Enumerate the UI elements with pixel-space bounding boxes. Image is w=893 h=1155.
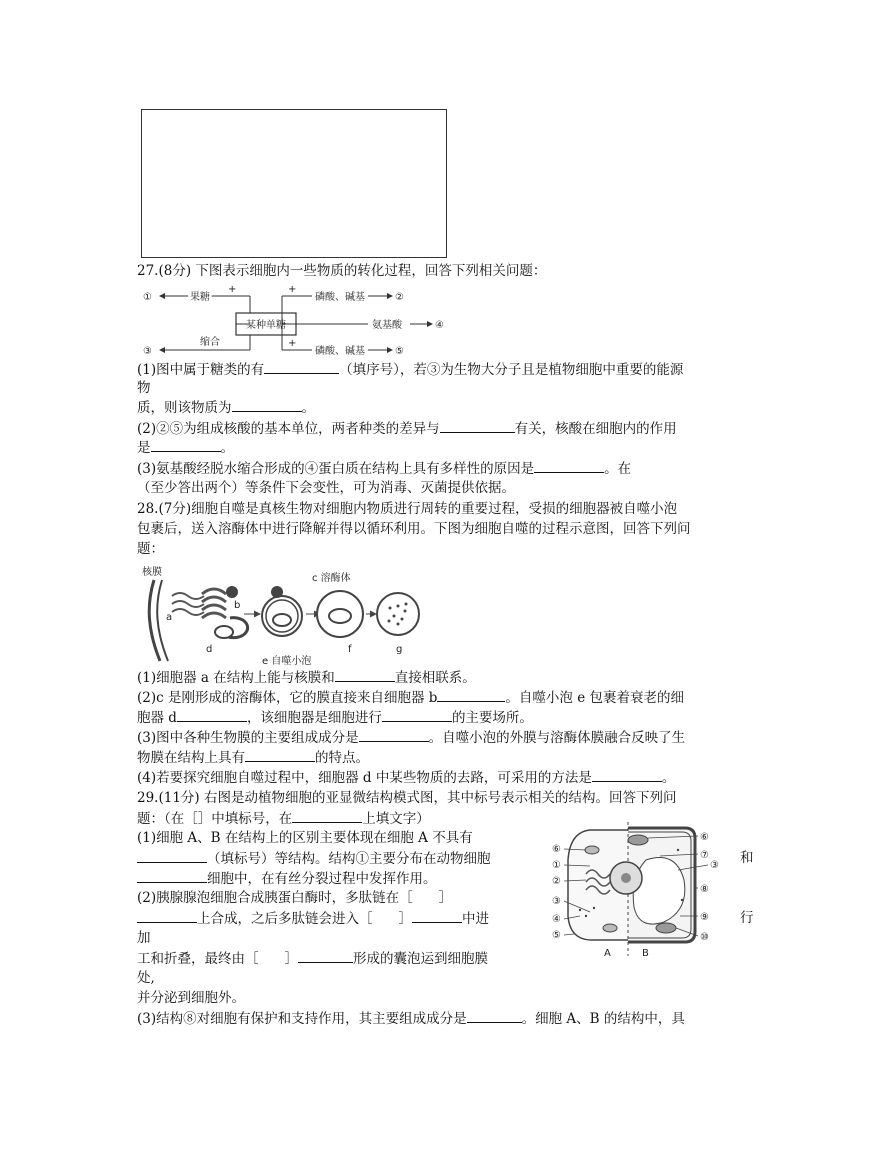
n2-label: ② (395, 292, 404, 303)
q29-title2: 题：（在［］中填标号，在 上填文字） (137, 811, 430, 827)
q28-line2: (2)c 是刚形成的溶酶体，它的膜直接来自细胞器 b 。自噬小泡 e 包裹着衰老的细 (137, 690, 684, 706)
q29-line7: 工和折叠，最终由［ ］ 形成的囊泡运到细胞膜 (137, 951, 488, 967)
answer-blank[interactable] (137, 849, 207, 863)
q28-line1: (1)细胞器 a 在结构上能与核膜和 直接相联系。 (137, 670, 476, 686)
answer-blank[interactable] (292, 809, 362, 823)
label-2: ② (552, 876, 561, 887)
bottom-right-label: 磷酸、碱基 (315, 346, 365, 357)
plus-2: + (288, 284, 297, 295)
label-3-left: ③ (552, 896, 561, 907)
amino-label: 氨基酸 (372, 320, 402, 331)
label-A: A (604, 948, 611, 959)
answer-blank[interactable] (412, 909, 462, 923)
n4-label: ④ (435, 320, 444, 331)
label-1: ① (552, 860, 561, 871)
center-label: 某种单糖 (246, 320, 286, 331)
q29-line10: (3)结构⑧对细胞有保护和支持作用，其主要组成成分是 。细胞 A、B 的结构中，具 (137, 1011, 685, 1027)
q29-line2: （填标号）等结构。结构①主要分布在动物细胞 (137, 849, 491, 869)
b-label: b (234, 600, 241, 611)
label-3-right: ③ (710, 860, 719, 871)
q28-title3: 题： (137, 541, 164, 557)
label-5: ⑤ (552, 930, 561, 941)
q27-line3: (2)②⑤为组成核酸的基本单位，两者种类的差异与 有关，核酸在细胞内的作用 (137, 421, 677, 437)
answer-blank[interactable] (382, 708, 452, 722)
label-7: ⑦ (700, 850, 709, 861)
q29-cell-diagram (550, 820, 740, 962)
q29-line4: (2)胰腺腺泡细胞合成胰蛋白酶时，多肽链在［ ］ (137, 890, 453, 906)
answer-blank[interactable] (592, 768, 662, 782)
e-label: e 自噬小泡 (262, 656, 312, 666)
label-8: ⑧ (700, 884, 709, 895)
q28-autophagy-diagram (140, 566, 440, 666)
q27-line2: 质，则该物质为 。 (137, 400, 315, 416)
label-10: ⑩ (700, 932, 709, 943)
n3-label: ③ (143, 346, 152, 357)
q29-title: 29.(11分) 右图是动植物细胞的亚显微结构模式图，其中标号表示相关的结构。回答下列问 (137, 790, 677, 806)
answer-blank[interactable] (534, 459, 604, 473)
top-right-label: 磷酸、碱基 (315, 292, 365, 303)
n1-label: ① (143, 292, 152, 303)
q28-line6: (4)若要探究细胞自噬过程中，细胞器 d 中某些物质的去路，可采用的方法是 。 (137, 770, 676, 786)
g-label: g (396, 644, 403, 655)
condense-label: 缩合 (200, 337, 220, 348)
n5-label: ⑤ (395, 346, 404, 357)
a-label: a (166, 612, 173, 623)
q28-title2: 包裹后，送入溶酶体中进行降解并得以循环利用。下图为细胞自噬的过程示意图，回答下列问 (137, 521, 691, 537)
q29-line6: 加 (137, 930, 151, 946)
answer-box (141, 109, 447, 258)
q27-line4: 是 。 (137, 440, 234, 456)
q29-line5-tail: 行 (740, 910, 754, 926)
label-4: ④ (552, 914, 561, 925)
q27-line1: (1)图中属于糖类的有 （填序号），若③为生物大分子且是植物细胞中重要的能源 (137, 362, 684, 378)
q28-line4: (3)图中各种生物膜的主要组成成分是 。自噬小泡的外膜与溶酶体膜融合反映了生 (137, 730, 686, 746)
answer-blank[interactable] (151, 438, 221, 452)
answer-blank[interactable] (467, 1009, 522, 1023)
label-B: B (642, 948, 649, 959)
d-label: d (206, 644, 213, 655)
plus-3: + (288, 338, 297, 349)
q29-line8: 处, (137, 970, 155, 986)
answer-blank[interactable] (298, 949, 353, 963)
f-label: f (348, 644, 352, 655)
answer-blank[interactable] (232, 398, 302, 412)
answer-blank[interactable] (177, 708, 247, 722)
q27-diagram (140, 282, 460, 360)
answer-blank[interactable] (335, 668, 395, 682)
answer-blank[interactable] (440, 419, 515, 433)
nucleus-label: 核膜 (142, 567, 162, 578)
answer-blank[interactable] (137, 909, 197, 923)
q29-line2-tail: 和 (740, 850, 754, 866)
label-9: ⑨ (700, 912, 709, 923)
answer-blank[interactable] (264, 360, 339, 374)
answer-blank[interactable] (437, 688, 505, 702)
answer-blank[interactable] (137, 869, 207, 883)
label-6-right: ⑥ (700, 832, 709, 843)
q27-line5: (3)氨基酸经脱水缩合形成的④蛋白质在结构上具有多样性的原因是 。在 (137, 461, 632, 477)
c-label: c 溶酶体 (312, 573, 351, 584)
q29-line3: 细胞中，在有丝分裂过程中发挥作用。 (137, 869, 437, 889)
plus-1: + (228, 284, 237, 295)
q29-line1: (1)细胞 A、B 在结构上的区别主要体现在细胞 A 不具有 (137, 830, 473, 846)
answer-blank[interactable] (245, 748, 315, 762)
q27-line6: （至少答出两个）等条件下会变性，可为消毒、灭菌提供依据。 (137, 480, 515, 496)
q27-title: 27.(8分) 下图表示细胞内一些物质的转化过程，回答下列相关问题： (137, 263, 547, 279)
fructose-label: 果糖 (190, 292, 210, 303)
q29-line9: 并分泌到细胞外。 (137, 990, 245, 1006)
q28-title: 28.(7分)细胞自噬是真核生物对细胞内物质进行周转的重要过程，受损的细胞器被自噬小泡 (137, 501, 678, 517)
q28-line5: 物膜在结构上具有 的特点。 (137, 750, 369, 766)
q29-line5: 上合成，之后多肽链会进入［ ］ 中进 (137, 909, 489, 929)
q27-line1c: 物 (137, 380, 151, 396)
label-6-left: ⑥ (552, 844, 561, 855)
answer-blank[interactable] (359, 728, 429, 742)
q28-line3: 胞器 d ，该细胞器是细胞进行 的主要场所。 (137, 710, 533, 726)
